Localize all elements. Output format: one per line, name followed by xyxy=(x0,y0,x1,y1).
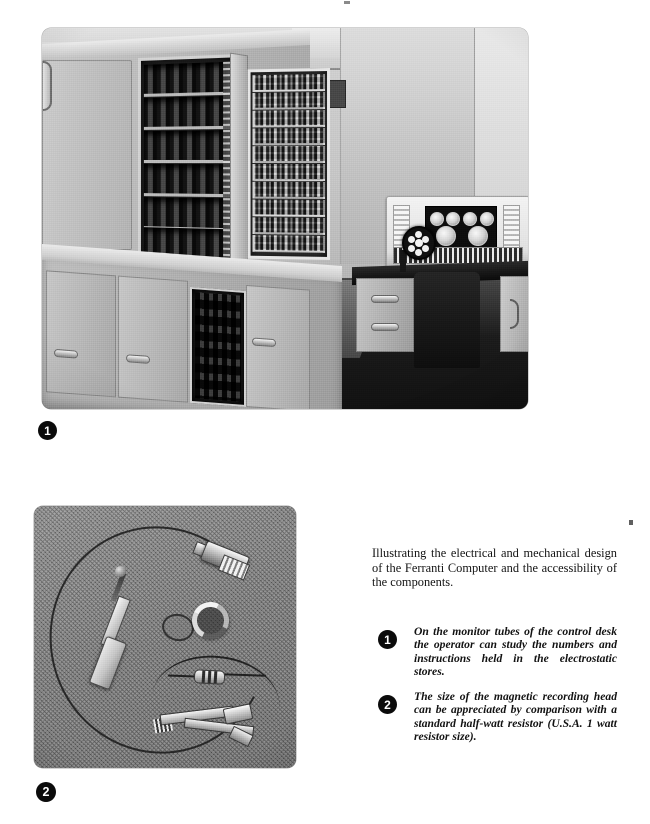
monitor-tube-large xyxy=(468,226,488,246)
valve-shelf xyxy=(252,164,325,181)
open-lower-panel xyxy=(190,287,246,407)
operator-chair xyxy=(414,272,480,368)
open-valve-rack-right xyxy=(248,68,330,260)
monitor-tube-large xyxy=(436,226,456,246)
resistor-band xyxy=(208,671,212,683)
open-valve-rack-left xyxy=(138,54,238,268)
wall-junction-box xyxy=(328,80,346,108)
valve-shelf xyxy=(252,110,325,127)
valve-shelf xyxy=(252,92,325,110)
tape-reel-hole xyxy=(415,249,422,256)
valve-shelf xyxy=(252,128,325,145)
text-column xyxy=(372,546,617,590)
console-right-switch-panel xyxy=(503,205,520,249)
tape-reel-hole xyxy=(415,231,422,238)
half-watt-resistor xyxy=(194,669,226,685)
figure-marker-1: 1 xyxy=(38,421,57,440)
lower-cabinet-handle xyxy=(126,354,150,364)
caption-item-1 xyxy=(372,625,617,679)
valve-shelf xyxy=(144,96,232,130)
valve-shelf xyxy=(252,182,325,199)
scan-artifact-speck xyxy=(629,520,633,525)
tape-reel xyxy=(402,226,436,260)
lower-panel-valves xyxy=(195,292,241,401)
monitor-tube xyxy=(430,212,444,226)
tape-reel-hole xyxy=(422,245,429,252)
tape-reel-hole xyxy=(422,236,429,243)
open-door-panel-left xyxy=(230,53,248,264)
caption-item-2 xyxy=(372,690,617,744)
monitor-tube xyxy=(480,212,494,226)
lower-cabinet-door xyxy=(246,285,310,409)
valve-shelf xyxy=(144,164,232,197)
valve-shelf xyxy=(252,146,325,163)
lower-cabinet-handle xyxy=(54,349,78,359)
valve-shelf xyxy=(252,217,325,235)
machine-room-photograph xyxy=(42,28,528,409)
lower-cabinet-handle xyxy=(252,337,276,347)
resistor-band xyxy=(214,671,218,683)
caption-marker-1: 1 xyxy=(378,630,397,649)
desk-drawer-handle xyxy=(371,323,399,331)
side-cabinet-handle xyxy=(510,299,519,329)
lower-cabinet-door xyxy=(118,276,188,403)
tape-reel-hole xyxy=(408,236,415,243)
caption-text-1: On the monitor tubes of the control desk the operator can study the numbers and instructions held in the electrostatic stores. xyxy=(414,625,617,679)
recording-head-photograph xyxy=(34,506,296,768)
desk-drawer-unit xyxy=(356,278,414,352)
monitor-tube xyxy=(463,212,477,226)
probe-knob xyxy=(115,566,126,577)
valve-shelf xyxy=(252,235,325,253)
figure-marker-2: 2 xyxy=(36,782,56,802)
side-cabinet xyxy=(500,276,528,352)
lower-cabinet-door xyxy=(46,270,116,397)
resistor-band xyxy=(202,671,206,683)
desk-drawer-handle xyxy=(371,295,399,303)
scan-artifact-speck xyxy=(344,1,350,4)
caption-marker-2: 2 xyxy=(378,695,397,714)
intro-paragraph: Illustrating the electrical and mechanical design of the Ferranti Computer and the accessibility of the components. xyxy=(372,546,617,590)
valve-shelf xyxy=(252,74,325,92)
tape-reel-hole xyxy=(408,245,415,252)
valve-shelf xyxy=(144,62,232,97)
monitor-tube xyxy=(446,212,460,226)
closed-cabinet-door xyxy=(42,60,132,250)
lower-cabinet-bank xyxy=(42,260,342,409)
valve-shelf xyxy=(144,197,232,231)
cabinet-door-handle xyxy=(43,61,52,111)
valve-shelf xyxy=(144,130,232,163)
caption-text-2: The size of the magnetic recording head can be appreciated by comparison with a standard half-watt resistor (U.S.A. 1 watt resistor size). xyxy=(414,690,617,744)
valve-shelf xyxy=(252,200,325,217)
